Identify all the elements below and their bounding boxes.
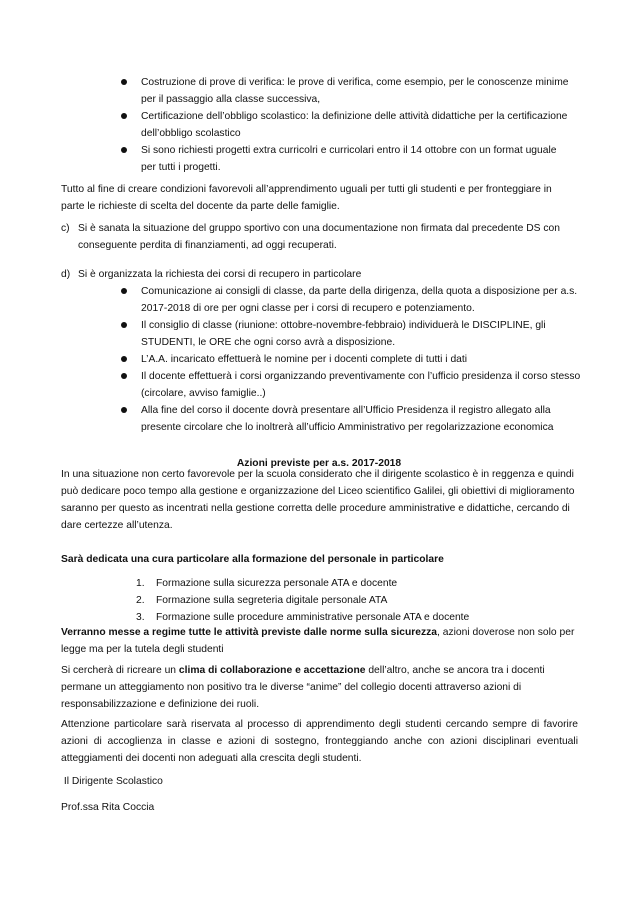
bullet-icon bbox=[121, 373, 127, 379]
bullet-icon bbox=[121, 322, 127, 328]
list-item: 3. Formazione sulle procedure amministrative personale ATA e docente bbox=[136, 612, 470, 623]
bullet-icon bbox=[121, 407, 127, 413]
paragraph-apprendimento: Attenzione particolare sarà riservata al processo di apprendimento degli studenti cercando sempre di favorire azioni di accoglienza in classe e azioni di sostegno, fronteggiando anche con azioni disciplinari eventuali atteggiamenti dei docenti non adeguati alla crescita degli studenti. bbox=[61, 719, 578, 764]
section-title: Azioni previste per a.s. 2017-2018 bbox=[236, 458, 402, 469]
bullet-icon bbox=[121, 147, 127, 153]
bullet-list-verifiche bbox=[121, 74, 571, 176]
numbered-list-formazione bbox=[136, 575, 576, 626]
item-d-text: Si è organizzata la richiesta dei corsi di recupero in particolare bbox=[78, 269, 362, 280]
bullet-icon bbox=[121, 79, 127, 85]
paragraph-sicurezza: Verranno messe a regime tutte le attività previste dalle norme sulla sicurezza, azioni doverose non solo per legge ma per la tutela degli studenti bbox=[61, 627, 575, 655]
list-item: Certificazione dell’obbligo scolastico: la definizione delle attività didattiche per la certificazione dell’obbligo scolastico bbox=[121, 108, 571, 142]
list-item: Il consiglio di classe (riunione: ottobre-novembre-febbraio) individuerà le DISCIPLINE, gli STUDENTI, le ORE che ogni corso avrà a disposizione. bbox=[121, 317, 581, 351]
bullet-list-recupero bbox=[121, 283, 581, 436]
item-marker-c: c) bbox=[61, 223, 70, 234]
paragraph-formazione: Sarà dedicata una cura particolare alla formazione del personale in particolare bbox=[61, 554, 444, 565]
paragraph-condizioni: Tutto al fine di creare condizioni favorevoli all’apprendimento uguali per tutti gli studenti e per fronteggiare in parte le richieste di scelta del docente da parte delle famiglie. bbox=[61, 184, 552, 212]
bullet-icon bbox=[121, 113, 127, 119]
list-item: Alla fine del corso il docente dovrà presentare all’Ufficio Presidenza il registro allegato alla presente circolare che lo inoltrerà all’ufficio Amministrativo per regolarizzazione economica bbox=[121, 402, 581, 436]
signature-role: Il Dirigente Scolastico bbox=[61, 776, 163, 787]
paragraph-situazione: In una situazione non certo favorevole per la scuola considerato che il dirigente scolastico è in reggenza e quindi può dedicare poco tempo alla gestione e organizzazione del Liceo scientifico Galilei, gli obiettivi di miglioramento saranno per questo as incentrati nella gestione corretta delle procedure amministrative e didattiche, cercando di dare certezze all’utenza. bbox=[61, 469, 575, 531]
list-item: Il docente effettuerà i corsi organizzando preventivamente con l’ufficio presidenza il corso stesso (circolare, avviso famiglie..) bbox=[121, 368, 581, 402]
paragraph-clima: Si cercherà di ricreare un clima di collaborazione e accettazione dell’altro, anche se ancora tra i docenti permane un atteggiamento non positivo tra le diverse “anime” del collegio docenti attraverso azioni di responsabilizzazione e definizione dei ruoli. bbox=[61, 665, 545, 710]
list-item: L’A.A. incaricato effettuerà le nomine per i docenti complete di tutti i dati bbox=[121, 351, 581, 368]
item-c-text: Si è sanata la situazione del gruppo sportivo con una documentazione non firmata dal precedente DS con conseguente perdita di finanziamenti, ad oggi recuperati. bbox=[78, 223, 560, 251]
item-marker-d: d) bbox=[61, 269, 71, 280]
list-item: 1. Formazione sulla sicurezza personale ATA e docente bbox=[136, 578, 398, 589]
list-item: Comunicazione ai consigli di classe, da parte della dirigenza, della quota a disposizione per a.s. 2017-2018 di ore per ogni classe per i corsi di recupero e potenziamento. bbox=[121, 283, 581, 317]
bullet-icon bbox=[121, 356, 127, 362]
list-item: Costruzione di prove di verifica: le prove di verifica, come esempio, per le conoscenze minime per il passaggio alla classe successiva, bbox=[121, 74, 571, 108]
signature-name: Prof.ssa Rita Coccia bbox=[61, 802, 155, 813]
list-item: Si sono richiesti progetti extra curricolri e curricolari entro il 14 ottobre con un format uguale per tutti i progetti. bbox=[121, 142, 571, 176]
bullet-icon bbox=[121, 288, 127, 294]
list-item: 2. Formazione sulla segreteria digitale personale ATA bbox=[136, 595, 388, 606]
